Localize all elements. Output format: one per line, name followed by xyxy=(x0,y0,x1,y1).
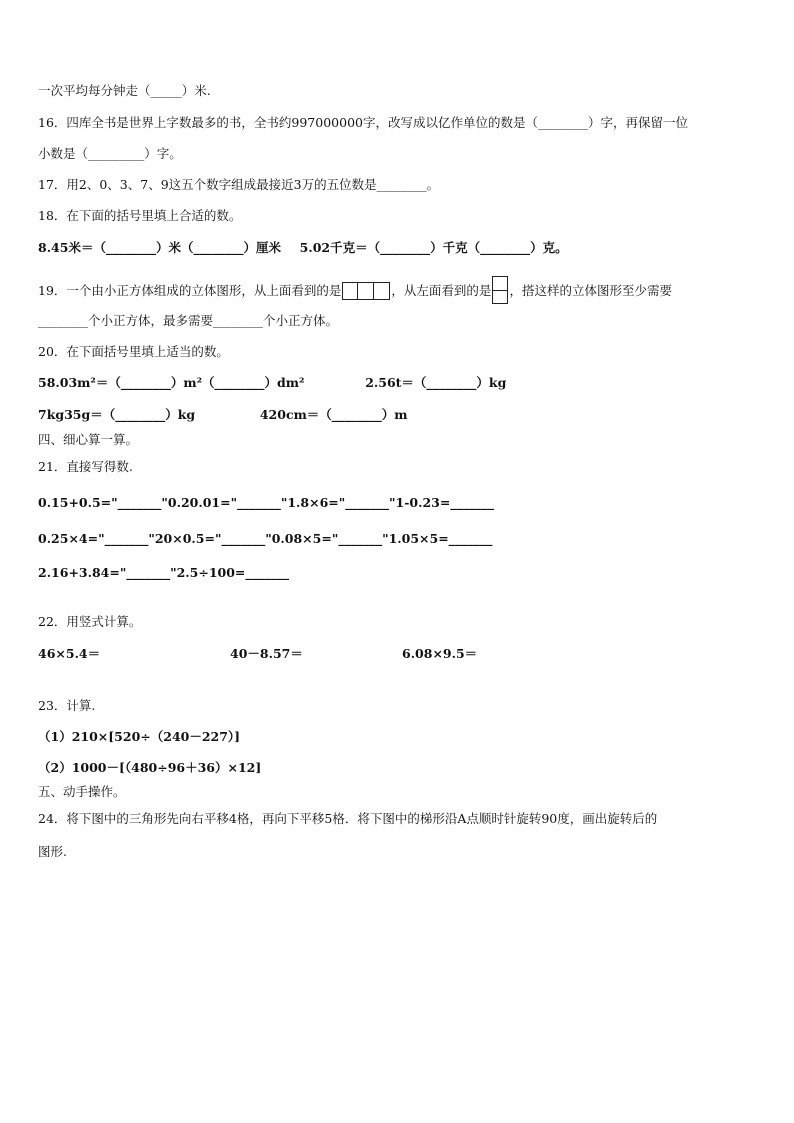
left-view-figure xyxy=(492,276,508,304)
q19-text-c: ，搭这样的立体图形至少需要 xyxy=(509,283,672,298)
q16-line2: 小数是（_________）字。 xyxy=(38,146,182,161)
q21-row3: 2.16+3.84="_______"2.5÷100=_______ xyxy=(38,565,290,580)
q19-text-a: 19．一个由小正方体组成的立体图形，从上面看到的是 xyxy=(38,283,342,298)
q21-row1: 0.15+0.5="_______"0.20.01="_______"1.8×6="_______"1-0.23=_______ xyxy=(38,495,495,510)
q23-item2: （2）1000－[（480÷96＋36）×12] xyxy=(38,760,262,775)
q16-line1: 16．四库全书是世界上字数最多的书，全书约997000000字，改写成以亿作单位的数是（________）字，再保留一位 xyxy=(38,115,688,130)
section-4-heading: 四、细心算一算。 xyxy=(38,432,139,447)
q18-part-a: 8.45米＝（________）米（________）厘米 xyxy=(38,240,281,255)
q19-text-b: ，从左面看到的是 xyxy=(391,283,492,298)
q23-title: 23．计算. xyxy=(38,698,96,713)
q20-row1 xyxy=(38,375,506,391)
section-5-heading: 五、动手操作。 xyxy=(38,784,126,799)
q22-part-b: 40－8.57＝ xyxy=(230,646,303,661)
q19-line2: ________个小正方体，最多需要________个小正方体。 xyxy=(38,313,339,328)
q15-tail: 一次平均每分钟走（_____）米. xyxy=(38,83,211,98)
q22-row xyxy=(38,646,477,662)
q18-part-b: 5.02千克＝（________）千克（________）克。 xyxy=(299,240,568,255)
q22-part-c: 6.08×9.5＝ xyxy=(402,646,478,661)
q21-title: 21．直接写得数. xyxy=(38,459,133,474)
q20-part-a: 58.03m²＝（________）m²（________）dm² xyxy=(38,375,305,390)
q19-line1 xyxy=(38,276,672,304)
top-view-figure xyxy=(342,282,390,300)
q18-title: 18．在下面的括号里填上合适的数。 xyxy=(38,208,242,223)
q20-title: 20．在下面括号里填上适当的数。 xyxy=(38,344,229,359)
q17: 17．用2、0、3、7、9这五个数字组成最接近3万的五位数是________。 xyxy=(38,177,440,192)
q20-part-d: 420cm＝（________）m xyxy=(259,407,408,422)
q18-row xyxy=(38,240,568,256)
q20-part-c: 7kg35g＝（________）kg xyxy=(38,407,196,422)
q20-row2 xyxy=(38,407,408,423)
q23-item1: （1）210×[520÷（240－227）] xyxy=(38,729,241,744)
q21-row2: 0.25×4="_______"20×0.5="_______"0.08×5="_______"1.05×5=_______ xyxy=(38,531,493,546)
q22-title: 22．用竖式计算。 xyxy=(38,614,142,629)
q22-part-a: 46×5.4＝ xyxy=(38,646,101,661)
q24-line1: 24．将下图中的三角形先向右平移4格，再向下平移5格．将下图中的梯形沿A点顺时针旋转90度，画出旋转后的 xyxy=(38,811,658,826)
q24-line2: 图形. xyxy=(38,844,67,859)
q20-part-b: 2.56t＝（________）kg xyxy=(365,375,507,390)
